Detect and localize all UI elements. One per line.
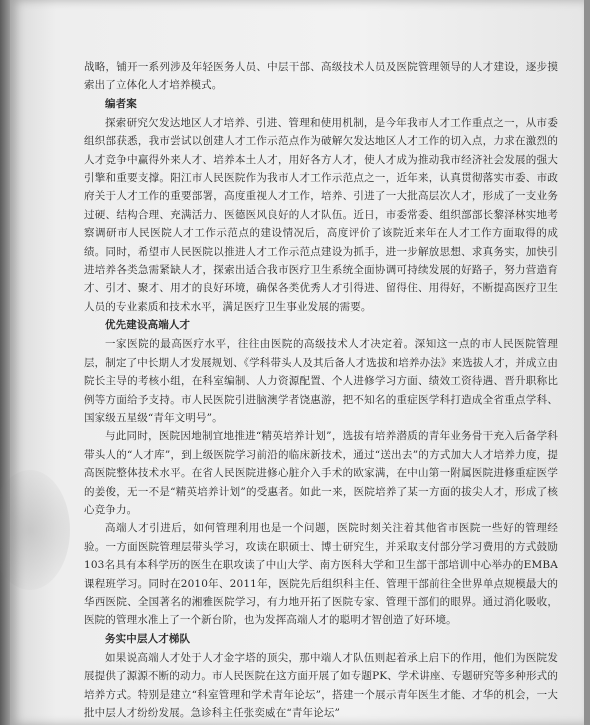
section2-paragraph-1: 如果说高端人才处于人才金字塔的顶尖，那中端人才队伍则起着承上启下的作用，他们为医院发展提供了源源不断的动力。市人民医院在这方面开展了如专题PK、学术讲座、专题研究等多种形式的培养方式。特别是建立“科室管理和学术青年论坛”，搭建一个展示青年医生才能、才华的机会，一大批中层人才纷纷发展。急诊科主任张奕威在“青年论坛”	[84, 651, 558, 719]
article-body	[84, 58, 558, 722]
section1-paragraph-3: 高端人才引进后，如何管理利用也是一个问题，医院时刻关注着其他省市医院一些好的管理经验。一方面医院管理层带头学习，攻读在职硕士、博士研究生，并采取支付部分学习费用的方式鼓励103名具有本科学历的医生在职攻读了中山大学、南方医科大学和卫生部干部培训中心举办的EMBA课程班学习。同时在2010年、2011年，医院先后组织科主任、管理干部前往全世界单点规模最大的华西医院、全国著名的湘雅医院学习，有力地开拓了医院专家、管理干部们的眼界。通过消化吸收，医院的管理水准上了一个新台阶，也为发挥高端人才的聪明才智创造了好环境。	[84, 522, 558, 627]
editor-note-paragraph: 探索研究欠发达地区人才培养、引进、管理和使用机制，是今年我市人才工作重点之一，从市委组织部获悉，我市尝试以创建人才工作示范点作为破解欠发达地区人才工作的切入点，力求在激烈的人才竞争中赢得外来人才、培养本土人才，用好各方人才，使人才成为推动我市经济社会发展的强大引擎和重要支撑。阳江市人民医院作为我市人才工作示范点之一，近年来，认真贯彻落实市委、市政府关于人才工作的重要部署，高度重视人才工作，培养、引进了一大批高层次人才，形成了一支业务过硬、结构合理、充满活力、医德医风良好的人才队伍。近日，市委常委、组织部部长黎泽林实地考察调研市人民医院人才工作示范点的建设情况后，高度评价了该院近来年在人才工作方面取得的成绩。同时，希望市人民医院以推进人才工作示范点建设为抓手，进一步解放思想、求真务实，加快引进培养各类急需紧缺人才，探索出适合我市医疗卫生系统全面协调可持续发展的好路子，努力营造育才、引才、聚才、用才的良好环境，确保各类优秀人才引得进、留得住、用得好，不断提高医疗卫生人员的专业素质和技术水平，满足医疗卫生事业发展的需要。	[84, 116, 558, 313]
intro-paragraph: 战略，铺开一系列涉及年轻医务人员、中层干部、高级技术人员及医院管理领导的人才建设，逐步摸索出了立体化人才培养模式。	[84, 61, 558, 92]
section1-paragraph-1: 一家医院的最高医疗水平，往往由医院的高级技术人才决定着。深知这一点的市人民医院管理层，制定了中长期人才发展规划、《学科带头人及其后备人才选拔和培养办法》来选拔人才，并成立由院长主导的考核小组，在科室编制、人力资源配置、个人进修学习方面、绩效工资待遇、晋升职称比例等方面给予支持。市人民医院引进脑澳学者饶惠游，把不知名的重症医学科打造成全省重点学科、国家级五星级“青年文明号”。	[84, 338, 558, 424]
scan-smudge	[0, 470, 70, 590]
scan-left-edge	[0, 0, 10, 725]
section-heading-high-end-talent: 优先建设高端人才	[105, 319, 191, 332]
editor-note-heading: 编者案	[105, 97, 137, 110]
section1-paragraph-2: 与此同时，医院因地制宜地推进“精英培养计划”，选拔有培养潜质的青年业务骨干充入后备学科带头人的“人才库”，到上级医院学习前沿的临床新技术，通过“送出去”的方式加大人才培养力度，提高医院整体技术水平。在省人民医院进修心脏介入手术的欧家满，在中山第一附属医院进修重症医学的姜俊，无一不是“精英培养计划”的受惠者。如此一来，医院培养了某一方面的拔尖人才，形成了核心竞争力。	[84, 430, 558, 516]
section-heading-middle-talent: 务实中层人才梯队	[105, 632, 191, 645]
